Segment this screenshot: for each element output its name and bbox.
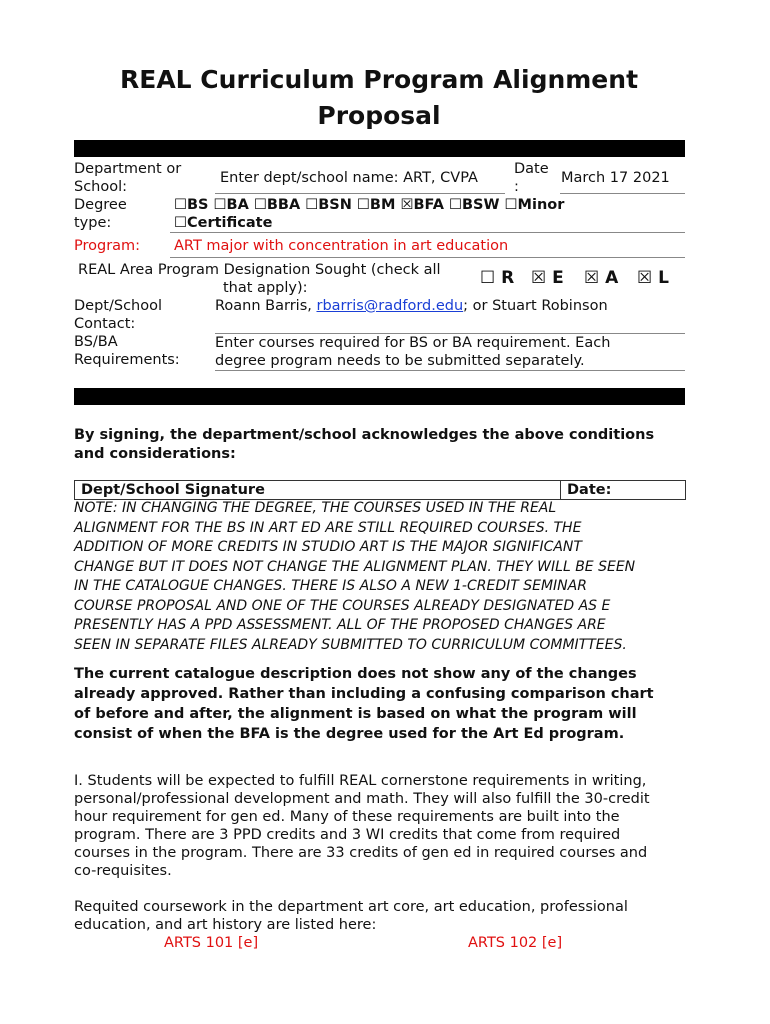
program-underline	[170, 257, 685, 258]
catalogue-paragraph: The current catalogue description does not show any of the changes already approved. Rather than including a confusing comparison chart of before and after, the alignment is based on what the program will consist of when the BFA is the degree used for the Art Ed program.	[74, 666, 654, 742]
dept-value-field[interactable]: Enter dept/school name: ART, CVPA	[220, 170, 478, 186]
real-check-a[interactable]: ☒ A	[584, 268, 619, 288]
contact-value-field[interactable]: Roann Barris, rbarris@radford.edu; or Stuart Robinson	[215, 298, 608, 314]
bsba-value-field[interactable]: Enter courses required for BS or BA requirement. Each degree program needs to be submitted separately.	[215, 335, 611, 369]
signature-field[interactable]: Dept/School Signature	[81, 482, 265, 498]
document-title: REAL Curriculum Program Alignment Proposal	[119, 65, 639, 130]
coursework-paragraph: Requited coursework in the department art core, art education, professional education, and art history are listed here:	[74, 899, 628, 933]
dept-label: Department or School:	[74, 161, 182, 195]
program-label: Program:	[74, 238, 141, 254]
real-area-label: REAL Area Program Designation Sought (check all that apply):	[78, 262, 441, 296]
contact-label: Dept/School Contact:	[74, 298, 162, 332]
real-check-e[interactable]: ☒ E	[531, 268, 564, 288]
signature-date-field[interactable]: Date:	[567, 482, 612, 498]
header-bar-bottom	[74, 388, 685, 405]
course-arts-102: ARTS 102 [e]	[468, 935, 563, 951]
real-check-r[interactable]: ☐ R	[480, 268, 515, 288]
dept-underline	[215, 193, 505, 194]
course-arts-101: ARTS 101 [e]	[164, 935, 259, 951]
note-paragraph: NOTE: IN CHANGING THE DEGREE, THE COURSES USED IN THE REAL ALIGNMENT FOR THE BS IN ART ED ARE STILL REQUIRED COURSES. THE ADDITION OF MORE CREDITS IN STUDIO ART IS THE MAJOR SIGNIFICANT CHANGE BUT IT DOES NOT CHANGE THE ALIGNMENT PLAN. THEY WILL BE SEEN IN THE CATALOGUE CHANGES. THERE IS ALSO A NEW 1-CREDIT SEMINAR COURSE PROPOSAL AND ONE OF THE COURSES ALREADY DESIGNATED AS E PRESENTLY HAS A PPD ASSESSMENT. ALL OF THE PROPOSED CHANGES ARE SEEN IN SEPARATE FILES ALREADY SUBMITTED TO CURRICULUM COMMITTEES.	[74, 500, 636, 653]
signing-statement: By signing, the department/school acknowledges the above conditions and considerations:	[74, 427, 655, 462]
bsba-label: BS/BA Requirements:	[74, 334, 180, 368]
header-bar-top	[74, 140, 685, 157]
date-value-field[interactable]: March 17 2021	[561, 170, 670, 186]
program-value-field[interactable]: ART major with concentration in art education	[174, 238, 509, 254]
degree-underline	[170, 232, 685, 233]
real-check-l[interactable]: ☒ L	[637, 268, 670, 288]
contact-email-link[interactable]: rbarris@radford.edu	[316, 298, 464, 314]
date-underline	[560, 193, 685, 194]
students-paragraph: I. Students will be expected to fulfill REAL cornerstone requirements in writing, personal/professional development and math. They will also fulfill the 30-credit hour requirement for gen ed. Many of these requirements are built into the program. There are 3 PPD credits and 3 WI credits that come from required courses in the program. There are 33 credits of gen ed in required courses and co-requisites.	[74, 773, 650, 879]
degree-options[interactable]: ☐BS ☐BA ☐BBA ☐BSN ☐BM ☒BFA ☐BSW ☐Minor ☐Certificate	[174, 197, 565, 231]
date-label: Date :	[514, 161, 549, 195]
bsba-underline	[215, 370, 685, 371]
degree-label: Degree type:	[74, 197, 127, 231]
signature-box	[74, 480, 686, 500]
